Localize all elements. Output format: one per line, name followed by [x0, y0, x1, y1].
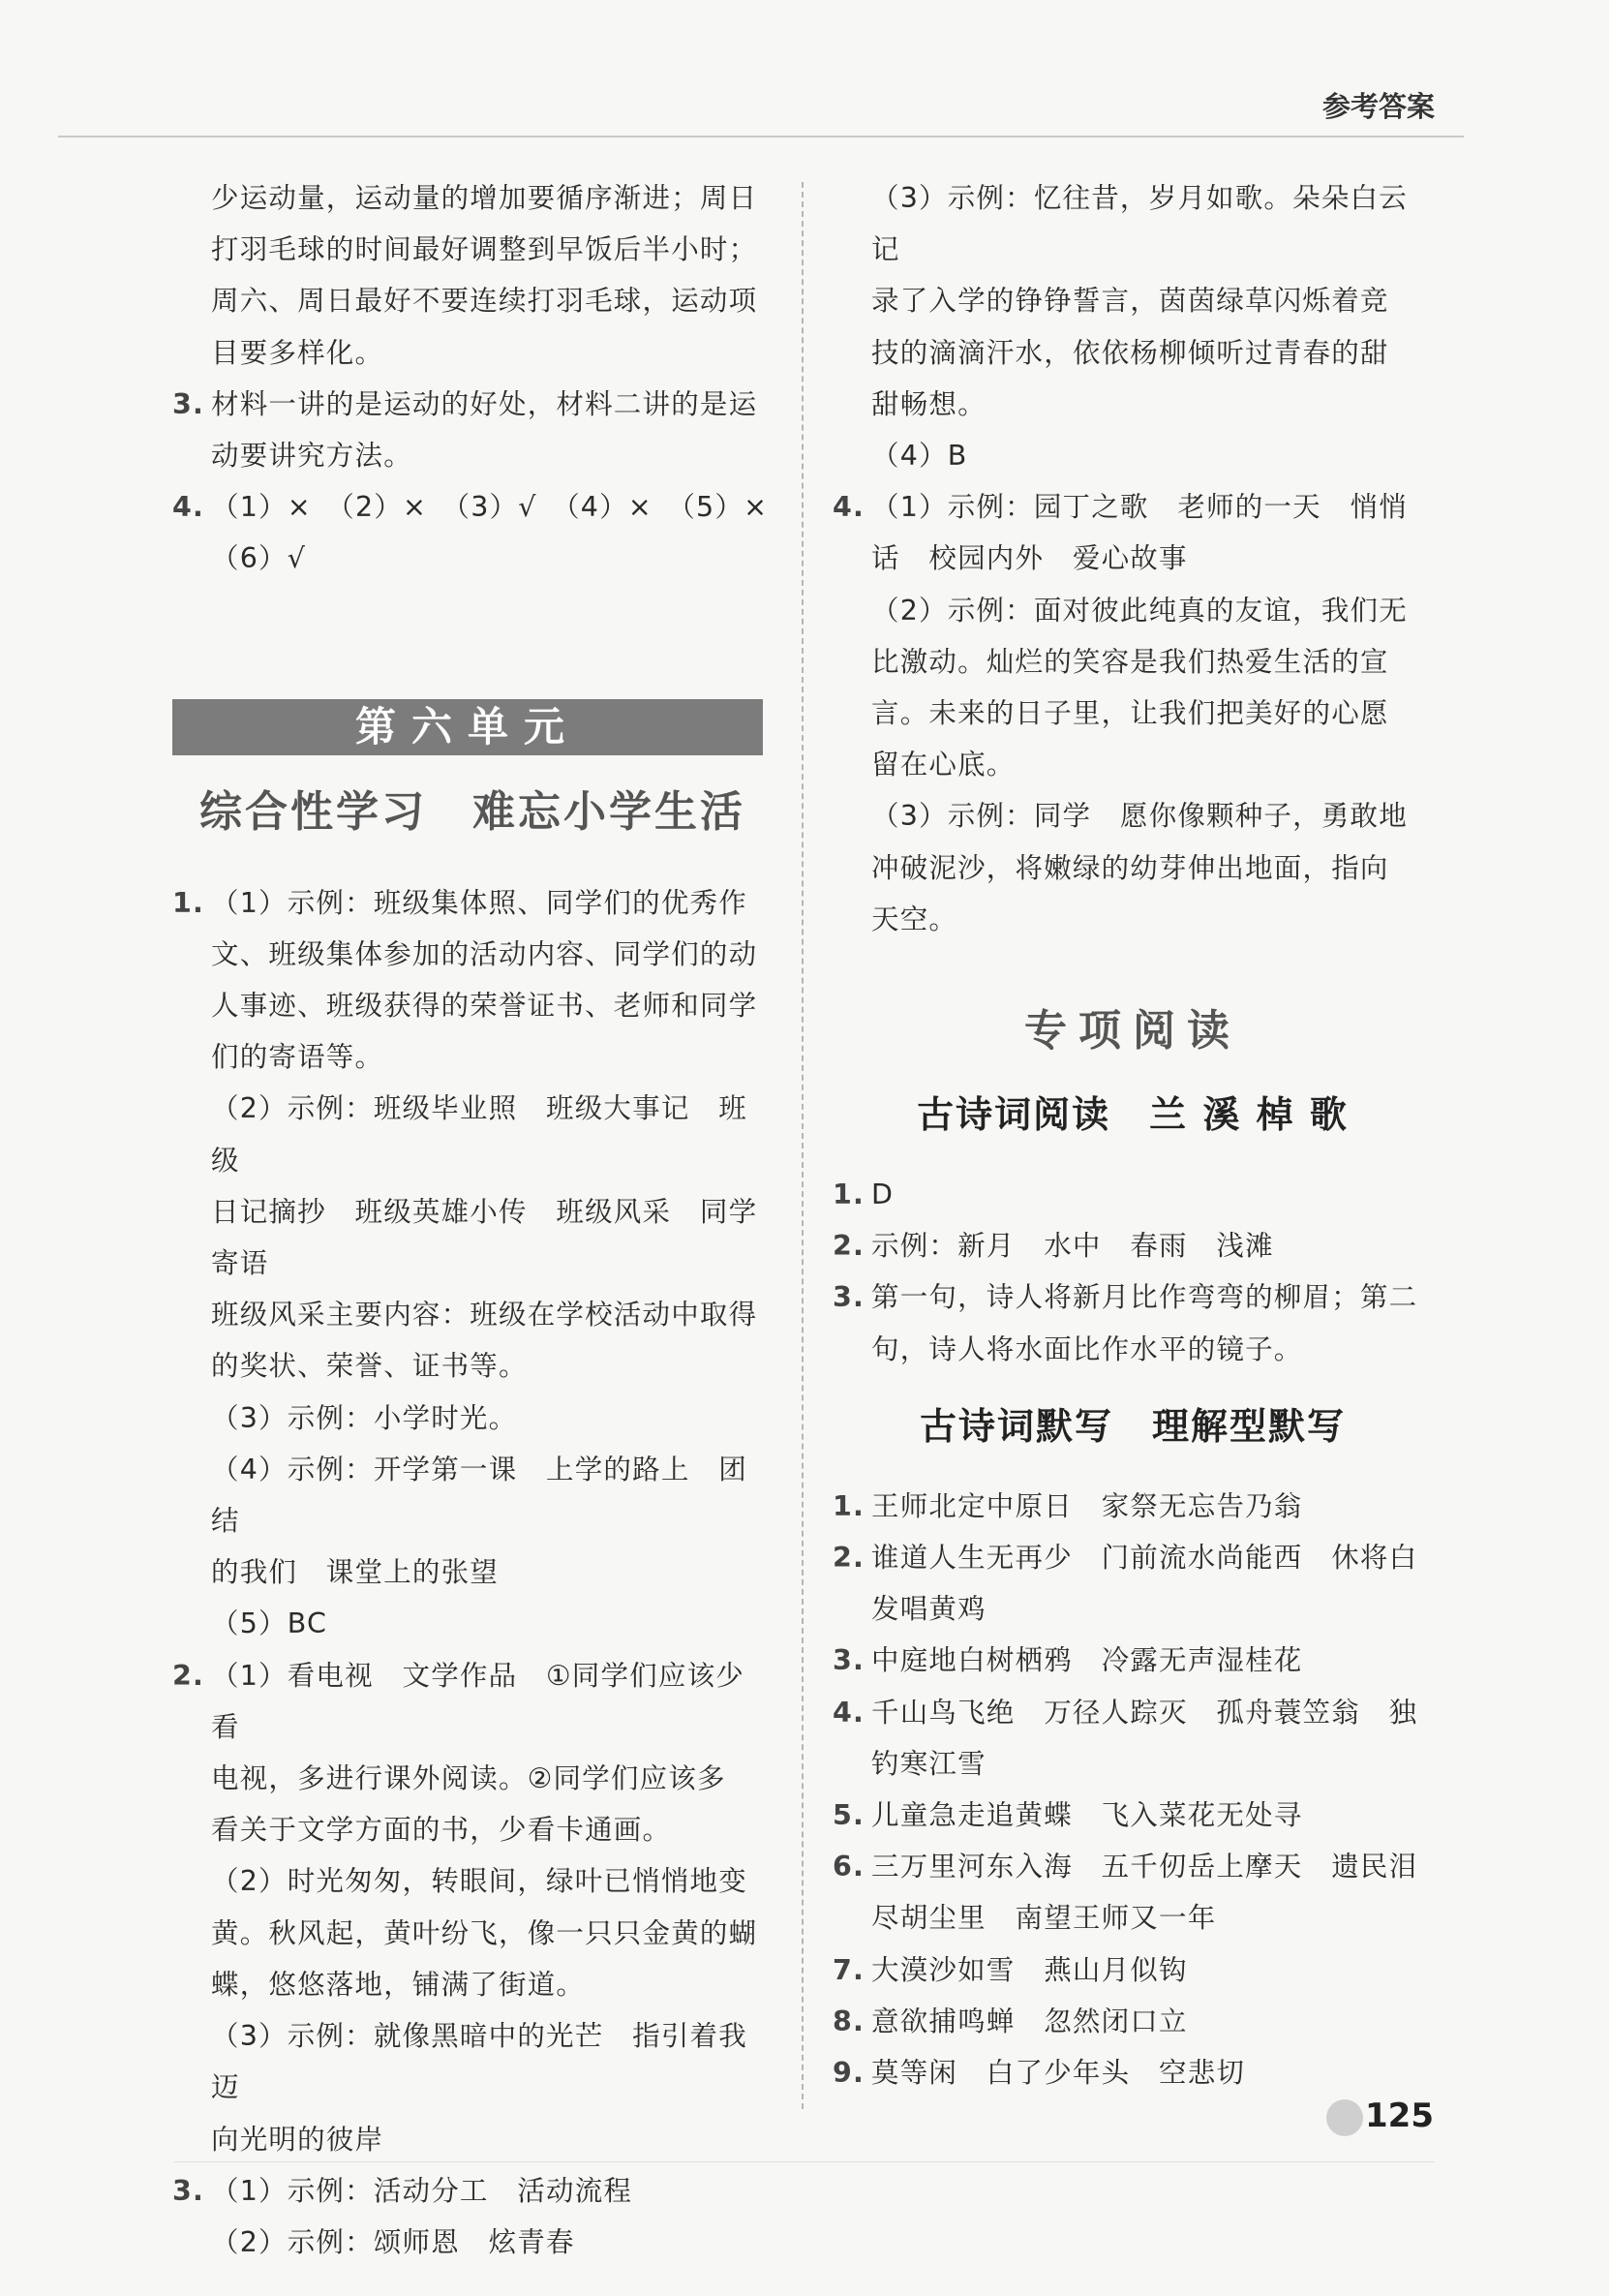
- page-number: 125: [1365, 2097, 1434, 2135]
- text-line: 尽胡尘里 南望王师又一年: [871, 1902, 1217, 1935]
- text-line: 人事迹、班级获得的荣誉证书、老师和同学: [211, 990, 758, 1023]
- item-number: 3.: [172, 2174, 205, 2207]
- item-number: 6.: [833, 1851, 865, 1883]
- item-number: 3.: [172, 387, 205, 420]
- text-line: 发唱黄鸡: [871, 1593, 987, 1626]
- answer-item: [172, 877, 773, 1650]
- text-line: 班级风采主要内容：班级在学校活动中取得: [211, 1299, 758, 1332]
- list-item: [833, 1944, 1433, 1996]
- text-line: 技的滴滴汗水，依依杨柳倾听过青春的甜: [871, 336, 1389, 369]
- topic-title: 专项阅读: [1024, 1006, 1241, 1056]
- item-number: 5.: [833, 1799, 865, 1832]
- text-line: 看关于文学方面的书，少看卡通画。: [211, 1814, 672, 1847]
- answer-list: [833, 1169, 1433, 1375]
- subsection-title: 古诗词默写 理解型默写: [919, 1403, 1346, 1448]
- carryover-answer: [172, 172, 773, 379]
- text-line: （2）时光匆匆，转眼间，绿叶已悄悄地变: [211, 1865, 747, 1898]
- list-item: [833, 2047, 1433, 2098]
- text-line: 王师北定中原日 家祭无忘告乃翁: [871, 1489, 1303, 1522]
- text-line: 三万里河东入海 五千仞岳上摩天 遗民泪: [871, 1851, 1418, 1883]
- text-line: 目要多样化。: [211, 336, 384, 369]
- page-header-title: 参考答案: [1321, 90, 1435, 123]
- text-line: 冲破泥沙，将嫩绿的幼芽伸出地面，指向: [871, 851, 1389, 884]
- text-line: D: [871, 1179, 895, 1211]
- text-line: （1）看电视 文学作品 ①同学们应该少看: [211, 1659, 744, 1743]
- text-line: （1）× （2）× （3）√ （4）× （5）×: [211, 491, 769, 524]
- item-number: 4.: [833, 491, 865, 524]
- text-line: （5）BC: [211, 1607, 328, 1640]
- text-line: （4）B: [871, 440, 968, 473]
- text-line: （3）示例：同学 愿你像颗种子，勇敢地: [871, 800, 1408, 833]
- text-line: （3）示例：忆往昔，岁月如歌。朵朵白云记: [871, 182, 1408, 266]
- item-number: 4.: [172, 491, 205, 524]
- text-line: 比激动。灿烂的笑容是我们热爱生活的宣: [871, 645, 1389, 678]
- carryover-answer: [833, 172, 1433, 481]
- text-line: 示例：新月 水中 春雨 浅滩: [871, 1230, 1274, 1263]
- answer-item: [172, 481, 773, 584]
- text-line: 材料一讲的是运动的好处，材料二讲的是运: [211, 387, 758, 420]
- item-number: 1.: [172, 886, 205, 919]
- text-line: 录了入学的铮铮誓言，茵茵绿草闪烁着竞: [871, 285, 1389, 318]
- text-line: 中庭地白树栖鸦 冷露无声湿桂花: [871, 1644, 1303, 1677]
- list-item: [833, 1635, 1433, 1686]
- text-line: 谁道人生无再少 门前流水尚能西 休将白: [871, 1542, 1418, 1575]
- text-line: 言。未来的日子里，让我们把美好的心愿: [871, 697, 1389, 730]
- text-line: 话 校园内外 爱心故事: [871, 542, 1188, 575]
- bottom-rule: [174, 2161, 1435, 2162]
- text-line: 日记摘抄 班级英雄小传 班级风采 同学: [211, 1195, 758, 1228]
- text-line: 大漠沙如雪 燕山月似钩: [871, 1953, 1188, 1986]
- list-item: [833, 1687, 1433, 1738]
- text-line: 天空。: [871, 903, 958, 935]
- text-line: 莫等闲 白了少年头 空悲切: [871, 2057, 1246, 2090]
- item-number: 2.: [833, 1230, 865, 1263]
- text-line: 打羽毛球的时间最好调整到早饭后半小时；: [211, 233, 758, 266]
- text-line: （6）√: [211, 542, 307, 575]
- text-line: 寄语: [211, 1247, 269, 1280]
- text-line: 动要讲究方法。: [211, 440, 412, 473]
- section-title: 综合性学习 难忘小学生活: [199, 786, 745, 837]
- subsection-title: 古诗词阅读 兰 溪 棹 歌: [917, 1092, 1349, 1137]
- text-line: 向光明的彼岸: [211, 2123, 384, 2156]
- item-number: 8.: [833, 2005, 865, 2037]
- column-divider: [802, 182, 804, 2109]
- item-number: 2.: [833, 1542, 865, 1575]
- header-rule: [58, 136, 1464, 138]
- text-line: 千山鸟飞绝 万径人踪灭 孤舟蓑笠翁 独: [871, 1696, 1418, 1729]
- list-item: [833, 1169, 1433, 1220]
- text-line: 文、班级集体参加的活动内容、同学们的动: [211, 937, 758, 970]
- text-line: （1）示例：班级集体照、同学们的优秀作: [211, 886, 747, 919]
- item-number: 7.: [833, 1953, 865, 1986]
- text-line: （4）示例：开学第一课 上学的路上 团结: [211, 1453, 747, 1538]
- text-line: 的我们 课堂上的张望: [211, 1556, 500, 1589]
- list-item: [833, 1790, 1433, 1841]
- text-line: 黄。秋风起，黄叶纷飞，像一只只金黄的蝴: [211, 1916, 758, 1949]
- list-item: [833, 1996, 1433, 2047]
- item-number: 3.: [833, 1644, 865, 1677]
- text-line: 蝶，悠悠落地，铺满了街道。: [211, 1968, 586, 2001]
- text-line: 们的寄语等。: [211, 1041, 384, 1074]
- right-column: [833, 172, 1433, 2098]
- text-line: 句，诗人将水面比作水平的镜子。: [871, 1332, 1303, 1365]
- text-line: （2）示例：班级毕业照 班级大事记 班级: [211, 1092, 747, 1177]
- unit-banner: 第六单元: [172, 699, 763, 755]
- list-item: [833, 1271, 1433, 1323]
- text-line: 的奖状、荣誉、证书等。: [211, 1350, 528, 1383]
- text-line: （2）示例：颂师恩 炫青春: [211, 2225, 575, 2258]
- text-line: 儿童急走追黄蝶 飞入菜花无处寻: [871, 1799, 1303, 1832]
- text-line: （2）示例：面对彼此纯真的友谊，我们无: [871, 594, 1408, 627]
- page-number-badge-icon: [1326, 2099, 1363, 2136]
- list-item: [833, 1481, 1433, 1532]
- text-line: （1）示例：园丁之歌 老师的一天 悄悄: [871, 491, 1408, 524]
- list-item: [833, 1220, 1433, 1271]
- text-line: （3）示例：就像黑暗中的光芒 指引着我迈: [211, 2020, 747, 2104]
- text-line: 意欲捕鸣蝉 忽然闭口立: [871, 2005, 1188, 2037]
- left-column: [172, 172, 773, 2268]
- answer-item: [833, 481, 1433, 945]
- item-number: 9.: [833, 2057, 865, 2090]
- text-line: 第一句，诗人将新月比作弯弯的柳眉；第二: [871, 1281, 1418, 1314]
- answer-item: [172, 379, 773, 481]
- item-number: 1.: [833, 1179, 865, 1211]
- text-line: 留在心底。: [871, 749, 1016, 781]
- item-number: 4.: [833, 1696, 865, 1729]
- text-line: （3）示例：小学时光。: [211, 1401, 518, 1434]
- item-number: 3.: [833, 1281, 865, 1314]
- answer-item: [172, 1650, 773, 2165]
- text-line: （1）示例：活动分工 活动流程: [211, 2174, 633, 2207]
- text-line: 少运动量，运动量的增加要循序渐进；周日: [211, 182, 758, 214]
- list-item: [833, 1532, 1433, 1583]
- answer-item: [172, 2165, 773, 2268]
- answer-list: [833, 1481, 1433, 2098]
- text-line: 周六、周日最好不要连续打羽毛球，运动项: [211, 285, 758, 318]
- text-line: 电视，多进行课外阅读。②同学们应该多: [211, 1762, 726, 1795]
- item-number: 2.: [172, 1659, 205, 1692]
- text-line: 甜畅想。: [871, 387, 987, 420]
- text-line: 钓寒江雪: [871, 1747, 987, 1780]
- item-number: 1.: [833, 1489, 865, 1522]
- list-item: [833, 1841, 1433, 1892]
